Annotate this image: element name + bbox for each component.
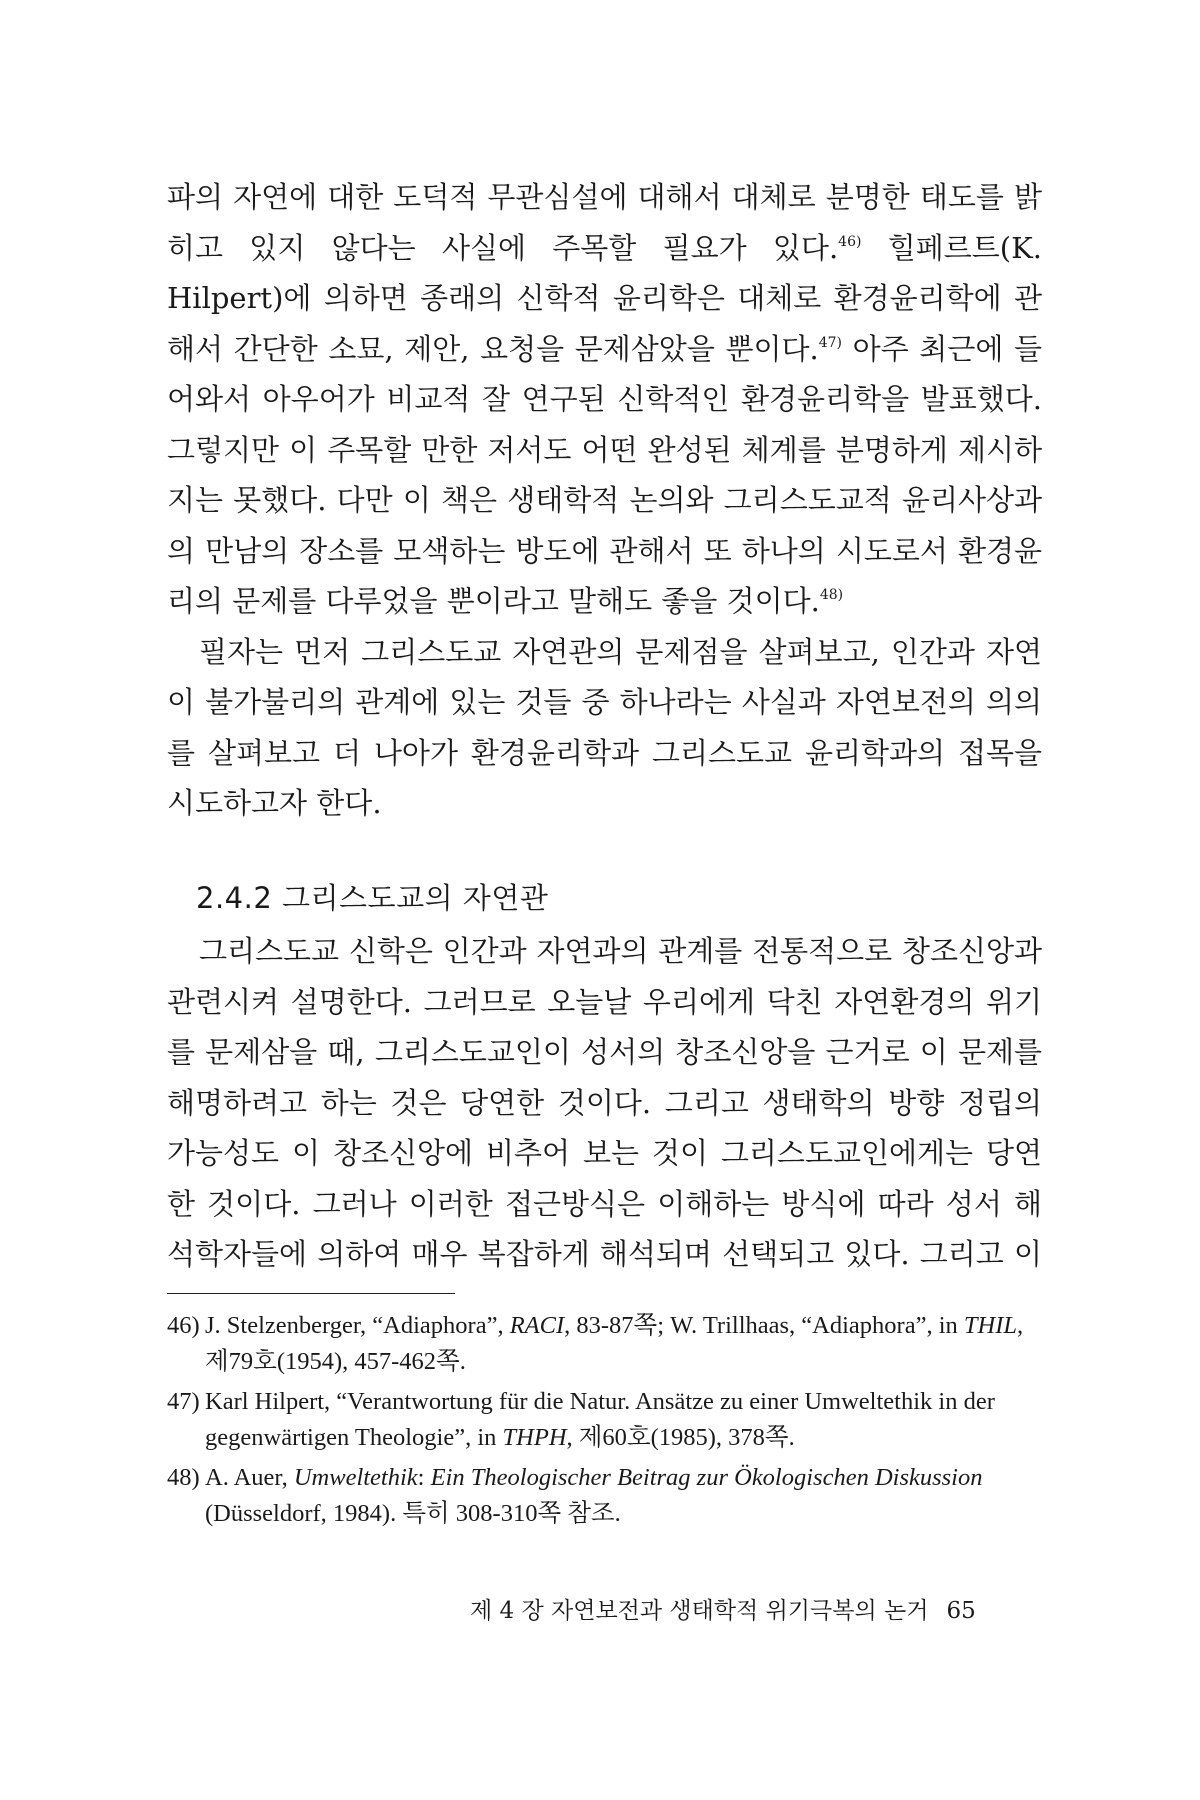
- footnote-46: [167, 1308, 1042, 1380]
- body-text: [167, 172, 1042, 829]
- footnote-ref-48[interactable]: 48): [819, 587, 844, 603]
- footnote-segment: , 제60호(1985), 378쪽.: [566, 1424, 795, 1451]
- footnote-italic: Umweltethik: [293, 1464, 418, 1491]
- footnote-ref-47[interactable]: 47): [818, 334, 843, 351]
- footnote-italic: Ein Theologischer Beitrag zur Ökologischen Diskussion: [430, 1464, 983, 1491]
- footnote-text: [205, 1308, 1042, 1380]
- footnote-segment: Karl Hilpert, “Verantwortung für die Natur. Ansätze zu einer Umweltethik in der gegenwärtigen Theologie”, in: [205, 1388, 995, 1451]
- section-heading: 2.4.2 그리스도교의 자연관: [196, 881, 549, 915]
- footnote-segment: , 제79호(1954), 457-462쪽.: [205, 1312, 1024, 1375]
- footnote-number: 46): [167, 1312, 200, 1339]
- paragraph-1-text-a: 파의 자연에 대한 도덕적 무관심설에 대해서 대체로 분명한 태도를 밝히고 있지 않다는 사실에 주목할 필요가 있다.: [167, 180, 1042, 265]
- footnote-segment: , 83-87쪽; W. Trillhaas, “Adiaphora”, in: [564, 1312, 964, 1339]
- footnote-number: 48): [167, 1464, 200, 1491]
- footnote-text: [205, 1384, 1042, 1456]
- running-footer: [470, 1596, 976, 1626]
- footnote-48: [167, 1460, 1042, 1532]
- footnote-italic: THIL: [963, 1312, 1017, 1339]
- footnotes: [167, 1308, 1042, 1536]
- section-body: [167, 926, 1042, 1280]
- footnote-segment: :: [417, 1464, 431, 1491]
- footnote-text: [205, 1460, 1042, 1532]
- paragraph-2: 필자는 먼저 그리스도교 자연관의 문제점을 살펴보고, 인간과 자연이 불가불리의 관계에 있는 것들 중 하나라는 사실과 자연보전의 의의를 살펴보고 더 나아가 환경윤리학과 그리스도교 윤리학과의 접목을 시도하고자 한다.: [167, 634, 1042, 820]
- paragraph-1: [167, 172, 1042, 627]
- paragraph-1-text-b: 힐페르트(K. Hilpert)에 의하면 종래의 신학적 윤리학은 대체로 환경윤리학에 관해서 간단한 소묘, 제안, 요청을 문제삼았을 뿐이다.: [167, 230, 1042, 366]
- footnote-segment: J. Stelzenberger, “Adiaphora”,: [205, 1312, 510, 1339]
- footnote-ref-46[interactable]: 46): [838, 233, 862, 250]
- footnote-italic: RACI: [509, 1312, 565, 1339]
- footnote-divider: [167, 1293, 455, 1294]
- paragraph-1-text-c: 아주 최근에 들어와서 아우어가 비교적 잘 연구된 신학적인 환경윤리학을 발표했다. 그렇지만 이 주목할 만한 저서도 어떤 완성된 체계를 분명하게 제시하지는 못했다. 다만 이 책은 생태학적 논의와 그리스도교적 윤리사상과의 만남의 장소를 모색하는 방도에 관해서 또 하나의 시도로서 환경윤리의 문제를 다루었을 뿐이라고 말해도 좋을 것이다.: [167, 331, 1042, 618]
- footnote-segment: (Düsseldorf, 1984). 특히 308-310쪽 참조.: [205, 1500, 621, 1527]
- footnote-italic: THPH: [502, 1424, 567, 1451]
- footnote-number: 47): [167, 1388, 200, 1415]
- page-number: 65: [946, 1598, 976, 1624]
- section-paragraph-1: 그리스도교 신학은 인간과 자연과의 관계를 전통적으로 창조신앙과 관련시켜 설명한다. 그러므로 오늘날 우리에게 닥친 자연환경의 위기를 문제삼을 때, 그리스도교인이 성서의 창조신앙을 근거로 이 문제를 해명하려고 하는 것은 당연한 것이다. 그리고 생태학의 방향 정립의 가능성도 이 창조신앙에 비추어 보는 것이 그리스도교인에게는 당연한 것이다. 그러나 이러한 접근방식은 이해하는 방식에 따라 성서 해석학자들에 의하여 매우 복잡하게 해석되며 선택되고 있다. 그리고 이: [167, 934, 1042, 1271]
- footnote-segment: A. Auer,: [205, 1464, 294, 1491]
- footnote-47: [167, 1384, 1042, 1456]
- chapter-title: 제 4 장 자연보전과 생태학적 위기극복의 논거: [470, 1598, 929, 1624]
